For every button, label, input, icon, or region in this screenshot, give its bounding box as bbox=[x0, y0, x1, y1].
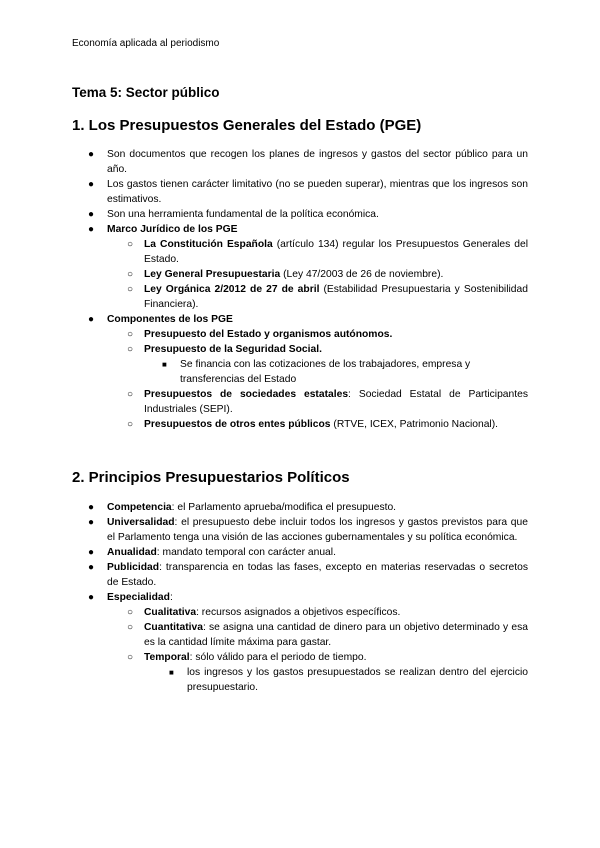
list-item: ○ Cuantitativa: se asigna una cantidad de dinero para un objetivo determinado y esa es la cantidad límite máxima para gastar. bbox=[127, 622, 528, 648]
bullet-square-icon: ■ bbox=[169, 668, 174, 677]
topic-title: Tema 5: Sector público bbox=[72, 85, 220, 100]
bullet-disc-icon: ● bbox=[88, 517, 95, 528]
bullet-circle-icon: ○ bbox=[127, 389, 134, 400]
list-item-marco-juridico: ● Marco Jurídico de los PGE bbox=[88, 224, 238, 235]
bullet-circle-icon: ○ bbox=[127, 607, 134, 618]
list-item: ○ Ley Orgánica 2/2012 de 27 de abril (Estabilidad Presupuestaria y Sostenibilidad Financiera). bbox=[127, 284, 528, 310]
list-item: ○ Presupuestos de sociedades estatales: Sociedad Estatal de Participantes Industriales (SEPI). bbox=[127, 389, 528, 415]
bullet-disc-icon: ● bbox=[88, 562, 95, 573]
section-2-heading: 2. Principios Presupuestarios Políticos bbox=[72, 469, 350, 486]
bullet-disc-icon: ● bbox=[88, 224, 95, 235]
list-item: ● Especialidad: bbox=[88, 592, 173, 603]
list-item: ○ Presupuestos de otros entes públicos (RTVE, ICEX, Patrimonio Nacional). bbox=[127, 419, 499, 430]
list-item: ○ La Constitución Española (artículo 134) regular los Presupuestos Generales del Estado. bbox=[127, 239, 528, 265]
list-item: ■ los ingresos y los gastos presupuestados se realizan dentro del ejercicio presupuestario. bbox=[169, 667, 528, 693]
bullet-square-icon: ■ bbox=[162, 360, 167, 369]
bullet-circle-icon: ○ bbox=[127, 329, 134, 340]
list-item: ● Son documentos que recogen los planes de ingresos y gastos del sector público para un año. bbox=[88, 149, 528, 175]
bullet-disc-icon: ● bbox=[88, 314, 95, 325]
list-item: ○ Cualitativa: recursos asignados a objetivos específicos. bbox=[127, 607, 401, 618]
bullet-circle-icon: ○ bbox=[127, 419, 134, 430]
list-item: ● Anualidad: mandato temporal con carácter anual. bbox=[88, 547, 336, 558]
list-item: ● Competencia: el Parlamento aprueba/modifica el presupuesto. bbox=[88, 502, 397, 513]
bullet-disc-icon: ● bbox=[88, 547, 95, 558]
running-header: Economía aplicada al periodismo bbox=[72, 38, 220, 49]
section-1-heading: 1. Los Presupuestos Generales del Estado (PGE) bbox=[72, 117, 422, 134]
bullet-circle-icon: ○ bbox=[127, 344, 134, 355]
bullet-circle-icon: ○ bbox=[127, 284, 134, 295]
section-1-list bbox=[72, 147, 528, 432]
list-item: ■ Se financia con las cotizaciones de los trabajadores, empresa y transferencias del Estado bbox=[162, 359, 471, 385]
list-item: ● Son una herramienta fundamental de la política económica. bbox=[88, 209, 379, 220]
bullet-disc-icon: ● bbox=[88, 209, 95, 220]
bullet-circle-icon: ○ bbox=[127, 652, 134, 663]
list-item: ● Universalidad: el presupuesto debe incluir todos los ingresos y gastos previstos para que el Parlamento tenga una visión de las acciones gubernamentales y su política económica. bbox=[88, 517, 528, 543]
bullet-disc-icon: ● bbox=[88, 179, 95, 190]
bullet-disc-icon: ● bbox=[88, 149, 95, 160]
section-2-list bbox=[72, 500, 528, 695]
list-item: ○ Temporal: sólo válido para el periodo de tiempo. bbox=[127, 652, 367, 663]
list-item: ● Publicidad: transparencia en todas las fases, excepto en materias reservadas o secretos de Estado. bbox=[88, 562, 528, 588]
bullet-disc-icon: ● bbox=[88, 502, 95, 513]
list-item: ○ Presupuesto de la Seguridad Social. bbox=[127, 344, 322, 355]
bullet-disc-icon: ● bbox=[88, 592, 95, 603]
bullet-circle-icon: ○ bbox=[127, 269, 134, 280]
list-item: ○ Ley General Presupuestaria (Ley 47/2003 de 26 de noviembre). bbox=[127, 269, 444, 280]
list-item: ○ Presupuesto del Estado y organismos autónomos. bbox=[127, 329, 393, 340]
bullet-circle-icon: ○ bbox=[127, 239, 134, 250]
bullet-circle-icon: ○ bbox=[127, 622, 134, 633]
list-item: ● Los gastos tienen carácter limitativo (no se pueden superar), mientras que los ingresos son estimativos. bbox=[88, 179, 528, 205]
list-item-componentes: ● Componentes de los PGE bbox=[88, 314, 233, 325]
